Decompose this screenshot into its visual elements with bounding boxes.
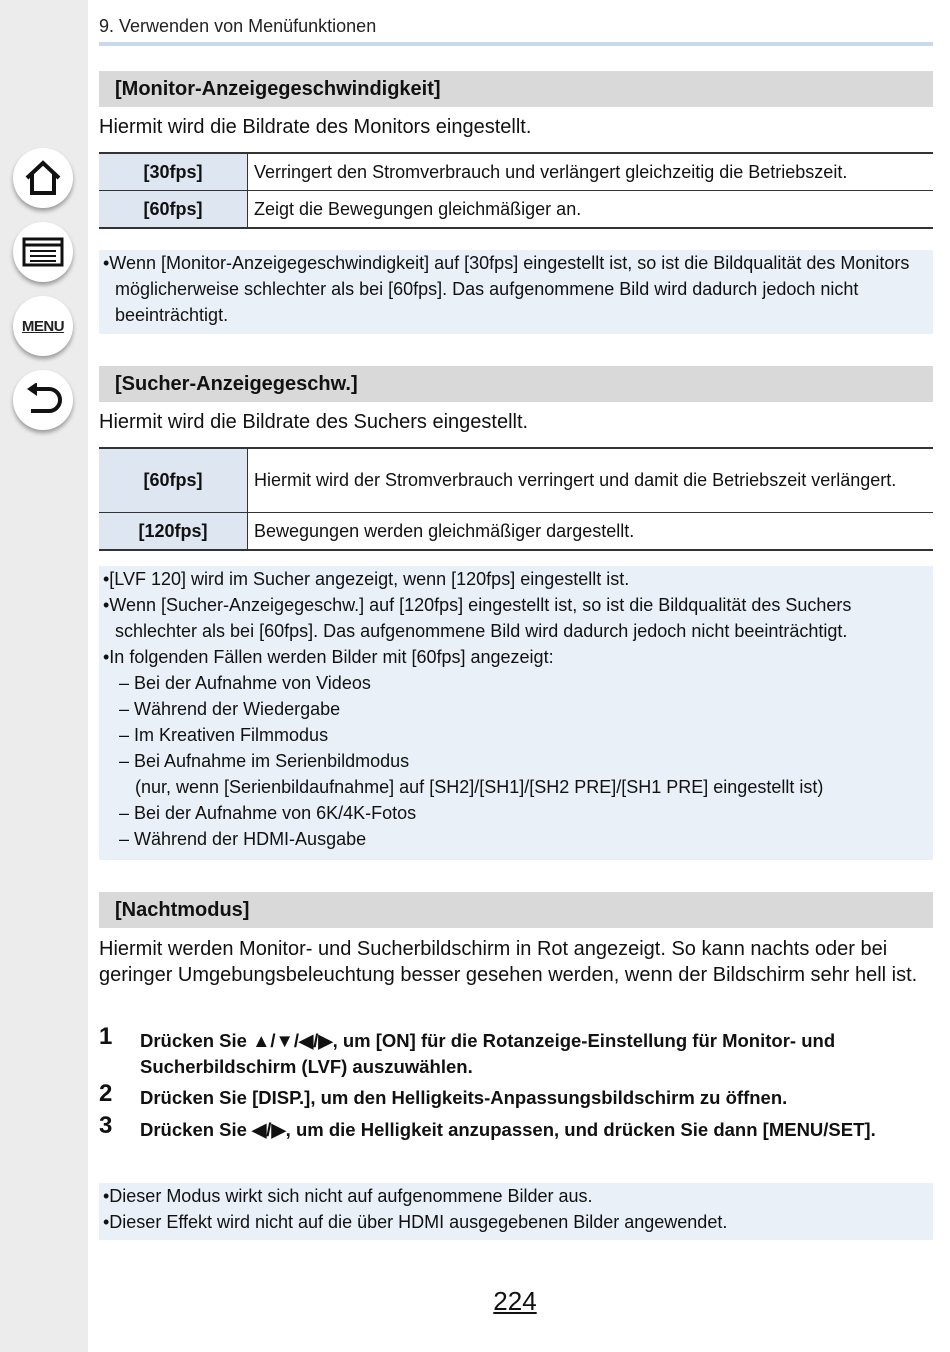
section-heading-viewer-fps: [Sucher-Anzeigegeschw.] [99,366,933,402]
section-heading-monitor-fps: [Monitor-Anzeigegeschwindigkeit] [99,71,933,107]
table-row [99,448,933,512]
note-box [99,566,933,860]
option-description: Verringert den Stromverbrauch und verlängert gleichzeitig die Betriebszeit. [248,153,934,190]
home-button[interactable] [13,148,73,208]
step-number: 3 [99,1112,113,1139]
list-item-detail: (nur, wenn [Serienbildaufnahme] auf [SH2]/[SH1]/[SH2 PRE]/[SH1 PRE] eingestellt ist) [135,777,824,797]
option-key: [120fps] [99,512,248,550]
option-description: Hiermit wird der Stromverbrauch verringert und damit die Betriebszeit verlängert. [248,448,934,512]
table-row [99,153,933,190]
menu-label: MENU [21,317,65,335]
list-icon [22,237,64,267]
option-key: [60fps] [99,448,248,512]
step-text: Drücken Sie ▲/▼/◀/▶, um [ON] für die Rotanzeige-Einstellung für Monitor- und Sucherbildschirm (LVF) auszuwählen. [140,1030,836,1077]
menu-button[interactable] [13,296,73,356]
table-row [99,512,933,550]
option-description: Zeigt die Bewegungen gleichmäßiger an. [248,190,934,228]
sidebar [0,0,88,1352]
option-key: [60fps] [99,190,248,228]
option-key: [30fps] [99,153,248,190]
options-table [99,152,933,229]
list-item: – Während der HDMI-Ausgabe [119,829,367,849]
list-item: – Bei Aufnahme im Serienbildmodus [119,751,410,771]
chapter-title: 9. Verwenden von Menüfunktionen [99,16,377,36]
contents-button[interactable] [13,222,73,282]
header-divider [99,42,933,46]
section-intro: Hiermit werden Monitor- und Sucherbildschirm in Rot angezeigt. So kann nachts oder bei geringer Umgebungsbeleuchtung besser gesehen werden, wenn der Bildschirm sehr hell ist. [99,938,918,986]
home-icon [23,159,63,197]
option-description: Bewegungen werden gleichmäßiger dargestellt. [248,512,934,550]
list-item: – Während der Wiedergabe [119,699,341,719]
table-row [99,190,933,228]
section-intro: Hiermit wird die Bildrate des Suchers eingestellt. [99,411,529,433]
section-heading-night-mode: [Nachtmodus] [99,892,933,928]
note-item: •[LVF 120] wird im Sucher angezeigt, wenn [120fps] eingestellt ist. [103,569,630,589]
note-item: •Dieser Modus wirkt sich nicht auf aufgenommene Bilder aus. [103,1186,593,1206]
note-item: •Wenn [Monitor-Anzeigegeschwindigkeit] auf [30fps] eingestellt ist, so ist die Bildqualität des Monitors möglicherweise schlechter als bei [60fps]. Das aufgenommene Bild wird dadurch jedoch nicht beeinträchtigt. [103,253,910,325]
step [99,1080,933,1111]
note-item: •Wenn [Sucher-Anzeigegeschw.] auf [120fps] eingestellt ist, so ist die Bildqualität des Suchers schlechter als bei [60fps]. Das aufgenommene Bild wird dadurch jedoch nicht beeinträchtigt. [103,595,852,641]
step-text: Drücken Sie [DISP.], um den Helligkeits-Anpassungsbildschirm zu öffnen. [140,1087,788,1108]
step-number: 1 [99,1023,113,1050]
list-item: – Bei der Aufnahme von 6K/4K-Fotos [119,803,417,823]
page-number: 224 [493,1286,537,1316]
list-item: – Bei der Aufnahme von Videos [119,673,371,693]
options-table [99,447,933,551]
step [99,1023,933,1080]
back-arrow-icon [23,383,63,417]
step [99,1112,933,1143]
note-item: •Dieser Effekt wird nicht auf die über HDMI ausgegebenen Bilder angewendet. [103,1212,728,1232]
back-button[interactable] [13,370,73,430]
list-item: – Im Kreativen Filmmodus [119,725,329,745]
note-item: •In folgenden Fällen werden Bilder mit [60fps] angezeigt: [103,647,554,667]
section-intro: Hiermit wird die Bildrate des Monitors eingestellt. [99,116,532,138]
note-box [99,250,933,334]
step-text: Drücken Sie ◀/▶, um die Helligkeit anzupassen, und drücken Sie dann [MENU/SET]. [140,1119,876,1140]
step-number: 2 [99,1080,113,1107]
note-box [99,1183,933,1240]
